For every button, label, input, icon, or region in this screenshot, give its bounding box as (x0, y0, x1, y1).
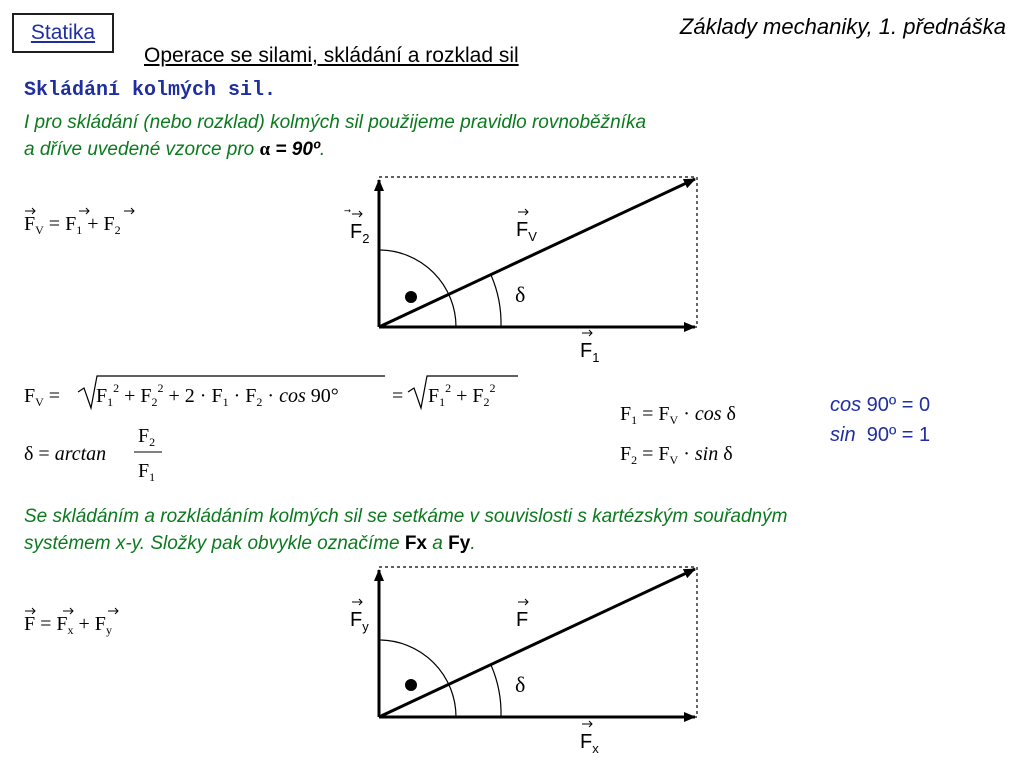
cos-fn: cos (830, 394, 862, 416)
svg-text:F1: $F_1$ (138, 460, 156, 484)
alpha-symbol: α (259, 139, 271, 160)
right-angle-arc-2 (379, 640, 456, 717)
label-fy: $F_y$ (350, 609, 369, 634)
section-tag[interactable]: Statika (12, 13, 114, 53)
svg-text:=: = (392, 385, 404, 407)
label-delta-1: δ (515, 282, 526, 307)
right-angle-dot-2 (405, 679, 417, 691)
diagram-1 (344, 177, 697, 365)
formula-magnitude (24, 376, 518, 409)
svg-text:F = Fx + Fy: $F = F_x + F_y$ (24, 613, 112, 637)
slide-subtitle: Operace se silami, skládání a rozklad sil (144, 44, 519, 67)
intro-line-2-prefix: a dříve uvedené vzorce pro (24, 139, 260, 160)
svg-text:F2 = FV · sin δ: $F_2 = F_V \cdot \sin \delta$ (620, 443, 733, 467)
formula-arctan (24, 425, 162, 484)
course-title: Základy mechaniky, 1. přednáška (679, 14, 1006, 39)
vector-f (379, 569, 695, 717)
delta-arc-1 (491, 275, 501, 327)
outro-line-2-prefix: systémem x-y. Složky pak obvykle označíme (24, 533, 405, 554)
label-delta-2: δ (515, 672, 526, 697)
label-f2: $F_2$ (350, 221, 370, 246)
outro-line-1: Se skládáním a rozkládáním kolmých sil se setkáme v souvislosti s kartézským souřadným (24, 506, 788, 527)
svg-text:δ = arctan: δ = arctan (24, 443, 107, 465)
cos-rest: 90º = 0 (861, 394, 931, 416)
fx-symbol: Fx (404, 533, 428, 554)
right-angle-dot-1 (405, 291, 417, 303)
outro-end: . (470, 533, 476, 554)
intro-line-2-angle: = 90º (270, 139, 320, 160)
label-f: F (516, 609, 529, 631)
label-fv: $F_V$ (516, 219, 537, 244)
label-fx: $F_x$ (580, 731, 599, 756)
sin-fn: sin (830, 424, 856, 446)
section-heading: Skládání kolmých sil. (24, 79, 277, 102)
diagram-2 (350, 567, 697, 756)
svg-text:F12 + F22 + 2 · F1 · F2 · cos: $F_1^2 + F_2^2 + 2 \cdot F_1 \cdot F_2 \cdot \cos 90^\circ$ (96, 381, 339, 409)
right-angle-arc-1 (379, 250, 456, 327)
sin-rest: 90º = 1 (855, 424, 931, 446)
svg-text:FV = F1 + F2: $F_V = F_1 + F_2$ (24, 213, 121, 237)
vector-fv (379, 179, 695, 327)
svg-text:FV =: $F_V$ = (24, 385, 61, 409)
label-f1: $F_1$ (580, 340, 600, 365)
svg-text:⃗ (344, 209, 351, 213)
svg-text:F2: $F_2$ (138, 425, 156, 449)
intro-line-2-end: . (319, 139, 326, 160)
formula-sum-1 (24, 208, 134, 237)
svg-text:F1 = FV · cos δ: $F_1 = F_V \cdot \cos \delta$ (620, 403, 736, 427)
svg-text:F12 + F22: $F_1^2 + F_2^2$ (428, 381, 496, 409)
intro-line-1: I pro skládání (nebo rozklad) kolmých sil použijeme pravidlo rovnoběžníka (24, 112, 647, 133)
formula-sum-2 (24, 608, 118, 637)
fy-symbol: Fy (448, 533, 471, 554)
formula-components (620, 403, 736, 467)
outro-and: a (427, 533, 449, 554)
delta-arc-2 (491, 665, 501, 717)
